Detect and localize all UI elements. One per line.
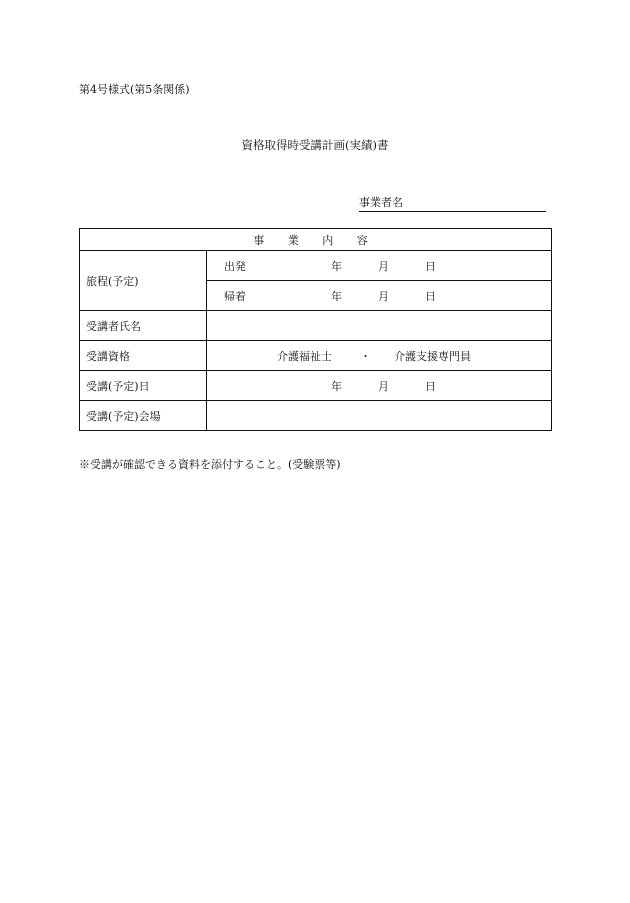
business-name-field[interactable]: [359, 194, 546, 212]
course-date-label: 受講(予定)日: [80, 371, 207, 401]
qualification-field[interactable]: [207, 341, 552, 371]
departure-row: [80, 251, 552, 281]
return-label: 帰着: [224, 289, 246, 303]
month-label: 月: [378, 289, 389, 303]
month-label: 月: [378, 379, 389, 393]
business-name-label: 事業者名: [359, 196, 403, 209]
form-number: 第4号様式(第5条関係): [79, 83, 190, 96]
day-label: 日: [425, 289, 436, 303]
attachment-note: ※受講が確認できる資料を添付すること。(受験票等): [79, 458, 341, 471]
venue-label: 受講(予定)会場: [80, 401, 207, 431]
venue-field[interactable]: [207, 401, 552, 431]
venue-row: [80, 401, 552, 431]
year-label: 年: [331, 379, 342, 393]
departure-label: 出発: [224, 259, 246, 273]
return-date-field[interactable]: [207, 281, 552, 311]
qualification-row: [80, 341, 552, 371]
day-label: 日: [425, 379, 436, 393]
plan-table: [79, 228, 552, 431]
day-label: 日: [425, 259, 436, 273]
attendee-row: [80, 311, 552, 341]
qualification-option-care-manager[interactable]: 介護支援専門員: [394, 349, 471, 363]
course-date-row: [80, 371, 552, 401]
course-date-field[interactable]: [207, 371, 552, 401]
qualification-label: 受講資格: [80, 341, 207, 371]
table-header-row: [80, 229, 552, 251]
year-label: 年: [331, 289, 342, 303]
attendee-name-label: 受講者氏名: [80, 311, 207, 341]
itinerary-label: 旅程(予定): [80, 251, 207, 311]
month-label: 月: [378, 259, 389, 273]
qualification-separator: ・: [360, 349, 371, 363]
section-header: 事 業 内 容: [80, 229, 552, 251]
departure-date-field[interactable]: [207, 251, 552, 281]
document-title: 資格取得時受講計画(実績)書: [241, 138, 389, 152]
year-label: 年: [331, 259, 342, 273]
attendee-name-field[interactable]: [207, 311, 552, 341]
qualification-option-care-worker[interactable]: 介護福祉士: [277, 349, 332, 363]
